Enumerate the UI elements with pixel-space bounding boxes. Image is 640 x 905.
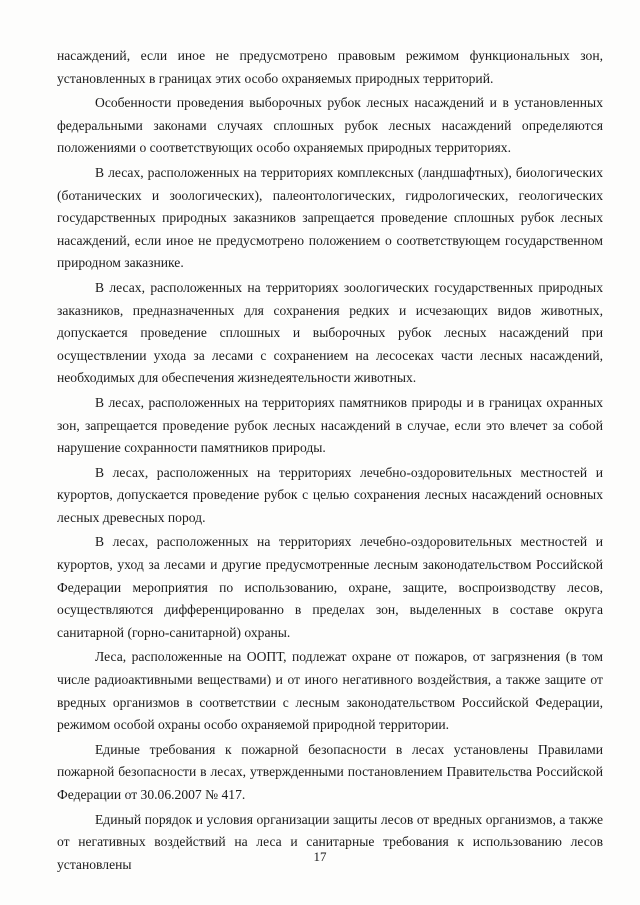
- body-text: [57, 45, 603, 876]
- paragraph-fire-safety: Единые требования к пожарной безопасности в лесах установлены Правилами пожарной безопасности в лесах, утвержденными постановлением Правительства Российской Федерации от 30.06.2007 № 417.: [57, 741, 603, 802]
- page-number: 17: [313, 849, 327, 864]
- paragraph-continued: насаждений, если иное не предусмотрено правовым режимом функциональных зон, установленных в границах этих особо охраняемых природных территорий.: [57, 48, 603, 86]
- paragraph-oopt-protection: Леса, расположенные на ООПТ, подлежат охране от пожаров, от загрязнения (в том числе радиоактивными веществами) и от иного негативного воздействия, а также защите от вредных организмов в соответствии с лесным законодательством Российской Федерации, режимом особой охраны особо охраняемой природной территории.: [57, 649, 603, 733]
- paragraph-selective-cuttings: Особенности проведения выборочных рубок лесных насаждений и в установленных федеральными законами случаях сплошных рубок лесных насаждений определяются положениями о соответствующих особо охраняемых природных территориях.: [57, 95, 603, 156]
- paragraph-natural-monuments: В лесах, расположенных на территориях памятников природы и в границах охранных зон, запрещается проведение рубок лесных насаждений в случае, если это влечет за собой нарушение сохранности памятников природы.: [57, 394, 603, 456]
- paragraph-forest-protection: Единый порядок и условия организации защиты лесов от вредных организмов, а также от негативных воздействий на леса и санитарные требования к использованию лесов установлены: [57, 811, 603, 872]
- paragraph-complex-reserves: В лесах, расположенных на территориях комплексных (ландшафтных), биологических (ботанических и зоологических), палеонтологических, гидрологических, геологических государственных природных заказников запрещается проведение сплошных рубок лесных насаждений, если иное не предусмотрено положением о соответствующем государственном природном заказнике.: [57, 164, 603, 271]
- paragraph-zoological-reserves: В лесах, расположенных на территориях зоологических государственных природных заказников, предназначенных для сохранения редких и исчезающих видов животных, допускается проведение сплошных и выборочных рубок лесных насаждений при осуществлении ухода за лесами с сохранением на лесосеках части лесных насаждений, необходимых для обеспечения жизнедеятельности животных.: [57, 279, 603, 386]
- paragraph-resorts-zones: В лесах, расположенных на территориях лечебно-оздоровительных местностей и курортов, уход за лесами и другие предусмотренные лесным законодательством Российской Федерации мероприятия по использованию, охране, защите, воспроизводству лесов, осуществляются дифференцированно в пределах зон, выделенных в составе округа санитарной (горно-санитарной) охраны.: [57, 534, 603, 640]
- paragraph-resorts-cuttings: В лесах, расположенных на территориях лечебно-оздоровительных местностей и курортов, допускается проведение рубок с целью сохранения лесных насаждений основных лесных древесных пород.: [57, 464, 603, 525]
